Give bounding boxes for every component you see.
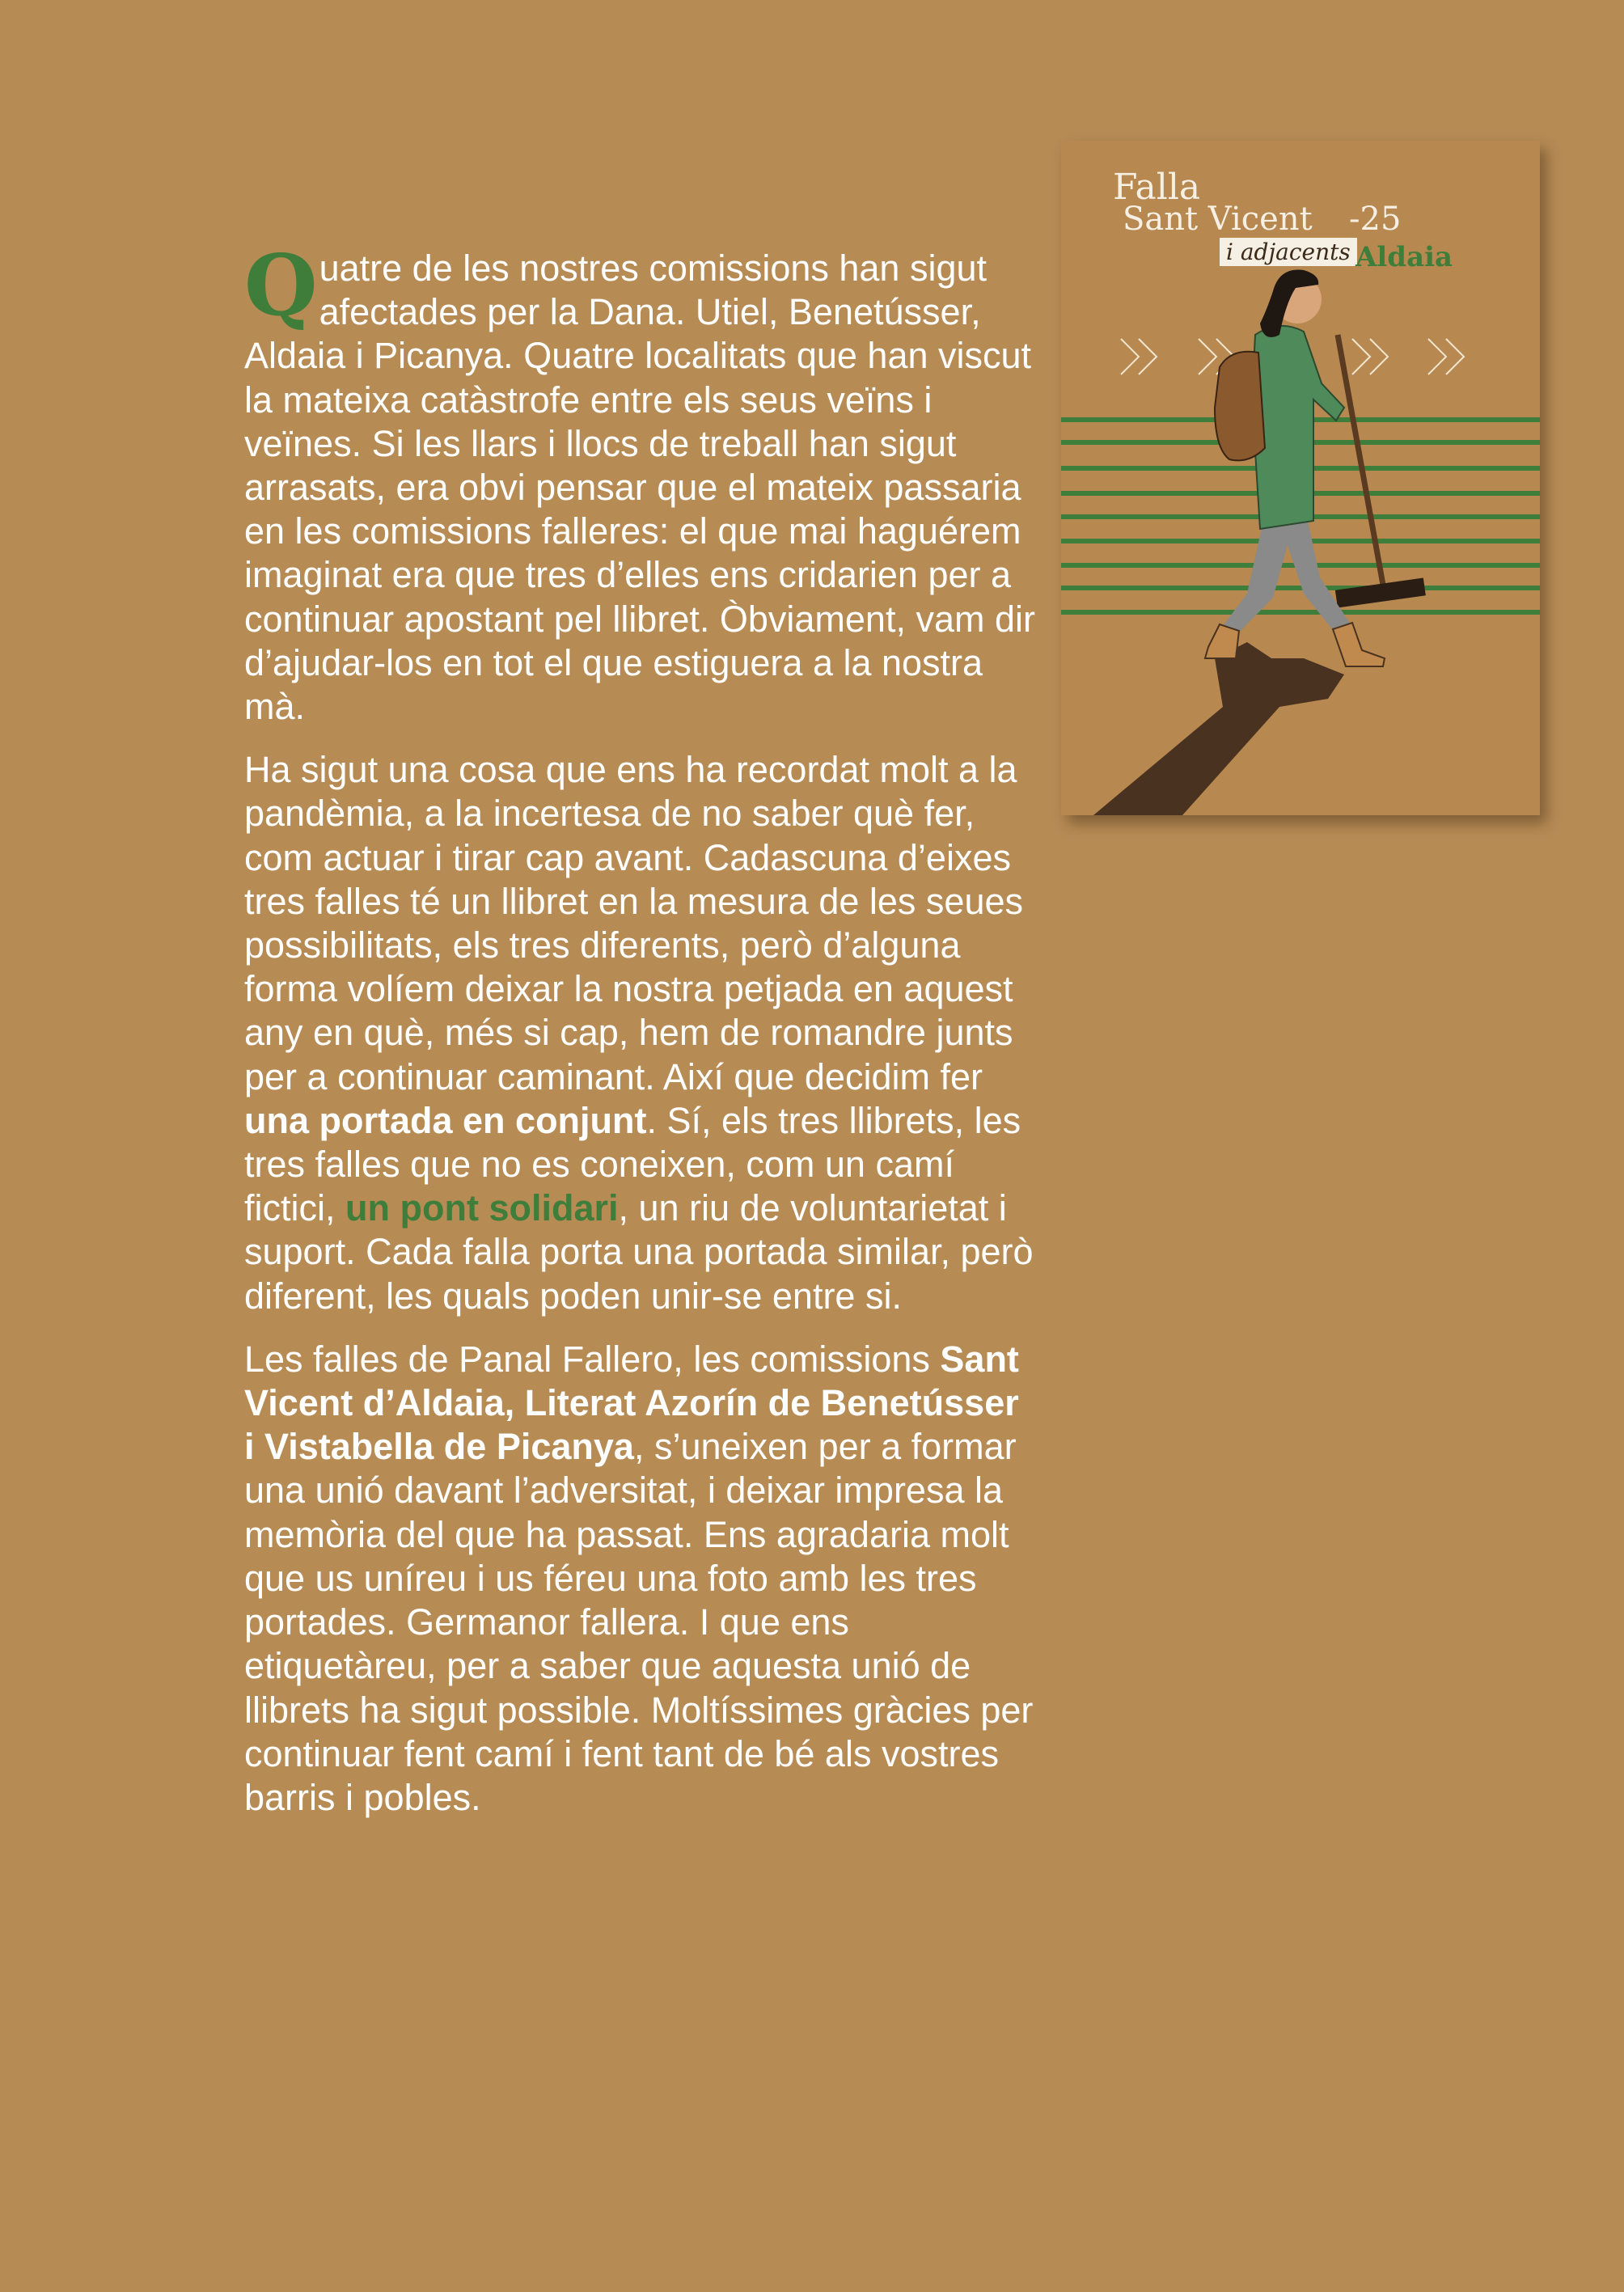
paragraph-1-text: uatre de les nostres comissions han sigut afectades per la Dana. Utiel, Benetússer, Aldaia i Picanya. Quatre localitats que han viscut la mateixa catàstrofe entre els seus veïns i veïnes. Si les llars i llocs de treball han sigut arrasats, era obvi pensar que el mateix passaria en les comissions falleres: el que mai haguérem imaginat era que tres d’elles ens cridarien per a continuar apostant pel llibret. Òbviament, vam dir d’ajudar-los en tot el que estiguera a la nostra mà.	[244, 247, 1035, 728]
paragraph-2-text-c: . Sí, els tres llibrets, les tres falles que no es coneixen, com un camí fictici,	[244, 1099, 1021, 1229]
highlight-joint-cover: una portada en conjunt	[244, 1099, 647, 1141]
cover-image	[1061, 141, 1540, 815]
paragraph-2-text-a: Ha sigut una cosa que ens ha recordat molt a la pandèmia, a la incertesa de no saber què fer, com actuar i tirar cap avant. Cadascuna d’eixes tres falles té un llibret en la mesura de les seues possibilitats, els tres diferents, però d’alguna forma volíem deixar la nostra petjada en aquest any en què, més si cap, hem de romandre junts per a continuar caminant. Així que decidim fer	[244, 749, 1023, 1097]
figure-jacket	[1252, 326, 1344, 529]
cover-place: Aldaia	[1355, 241, 1453, 273]
highlight-commissions: Sant Vicent d’Aldaia, Literat Azorín de Benetússer i Vistabella de Picanya	[244, 1338, 1019, 1468]
article-body	[244, 235, 1037, 1839]
paragraph-2	[244, 748, 1037, 1318]
cover-year: -25	[1349, 201, 1402, 238]
figure-legs	[1223, 521, 1351, 634]
cover-title-sant-vicent: Sant Vicent	[1123, 201, 1313, 238]
drop-cap: Q	[244, 235, 318, 335]
paragraph-3	[244, 1338, 1037, 1820]
paragraph-2-text-e: , un riu de voluntarietat i suport. Cada falla porta una portada similar, però diferent, les quals poden unir-se entre si.	[244, 1187, 1034, 1317]
broom-handle	[1338, 335, 1385, 594]
cover-title-falla: Falla	[1113, 167, 1201, 208]
highlight-solidarity-bridge: un pont solidari	[345, 1187, 619, 1229]
figure-backpack	[1215, 352, 1265, 461]
figure-shadow	[1093, 642, 1344, 815]
paragraph-3-text-c: , s’uneixen per a formar una unió davant l’adversitat, i deixar impresa la memòria del que ha passat. Ens agradaria molt que us uníreu i us féreu una foto amb les tres portades. Germanor fallera. I que ens etiquetàreu, per a saber que aquesta unió de llibrets ha sigut possible. Moltíssimes gràcies per continuar fent camí i fent tant de bé als vostres barris i pobles.	[244, 1426, 1034, 1818]
paragraph-3-text-a: Les falles de Panal Fallero, les comissions	[244, 1338, 941, 1380]
cover-subtitle: i adjacents	[1220, 238, 1357, 266]
paragraph-1	[244, 235, 1037, 729]
